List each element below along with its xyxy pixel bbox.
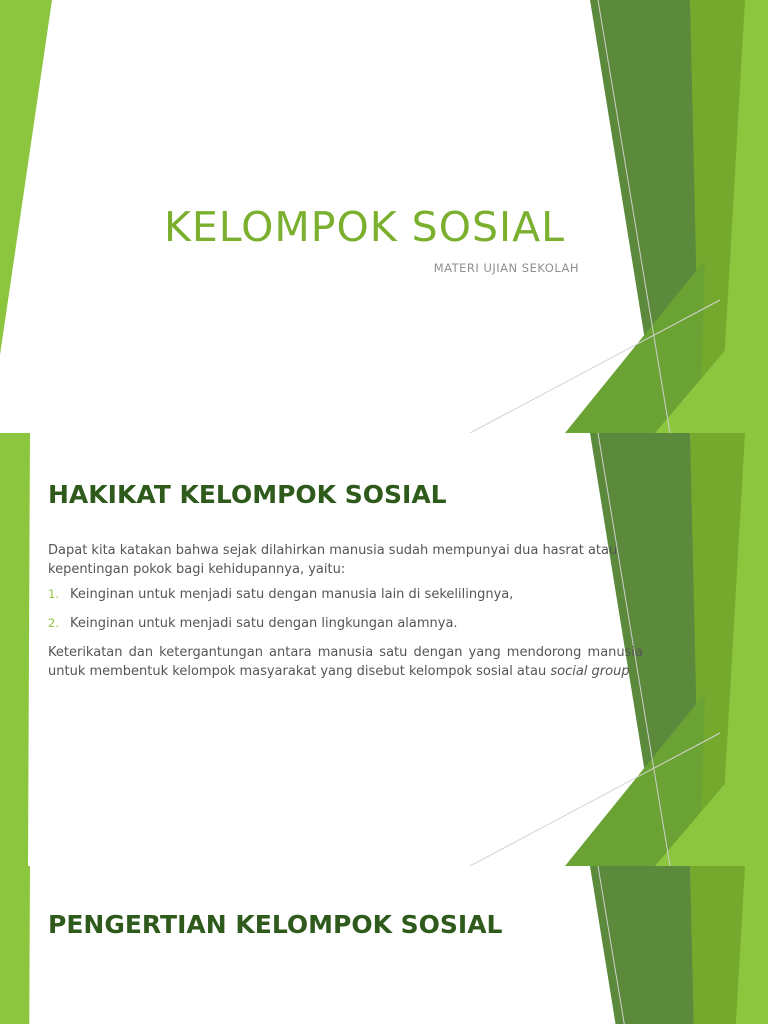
list-item [48, 614, 643, 633]
numbered-list [48, 585, 643, 633]
slide-heading: HAKIKAT KELOMPOK SOSIAL [48, 480, 447, 509]
slide-subtitle: MATERI UJIAN SEKOLAH [433, 261, 579, 275]
intro-paragraph: Dapat kita katakan bahwa sejak dilahirkan manusia sudah mempunyai dua hasrat atau kepentingan pokok bagi kehidupannya, yaitu: [48, 543, 618, 577]
slide-decoration [0, 866, 768, 1024]
left-green-strip [0, 0, 52, 355]
left-green-strip [0, 866, 30, 1024]
list-number: 2. [48, 616, 59, 630]
list-text: Keinginan untuk menjadi satu dengan manusia lain di sekelilingnya, [70, 587, 514, 602]
list-text: Keinginan untuk menjadi satu dengan lingkungan alamnya. [70, 616, 458, 631]
list-number: 1. [48, 587, 59, 601]
slide-pengertian [0, 866, 768, 1024]
left-green-strip [0, 433, 30, 866]
slide-heading: PENGERTIAN KELOMPOK SOSIAL [48, 910, 503, 939]
closing-italic-term: social group [550, 664, 630, 679]
list-item [48, 585, 643, 604]
slide-hakikat [0, 433, 768, 866]
slide-title-heading: KELOMPOK SOSIAL [163, 203, 565, 251]
slide-body [48, 541, 643, 681]
closing-paragraph [48, 643, 643, 681]
closing-text: Keterikatan dan ketergantungan antara manusia satu dengan yang mendorong manusia untuk membentuk kelompok masyarakat yang disebut kelompok sosial atau [48, 645, 643, 679]
slide-title [0, 0, 768, 433]
